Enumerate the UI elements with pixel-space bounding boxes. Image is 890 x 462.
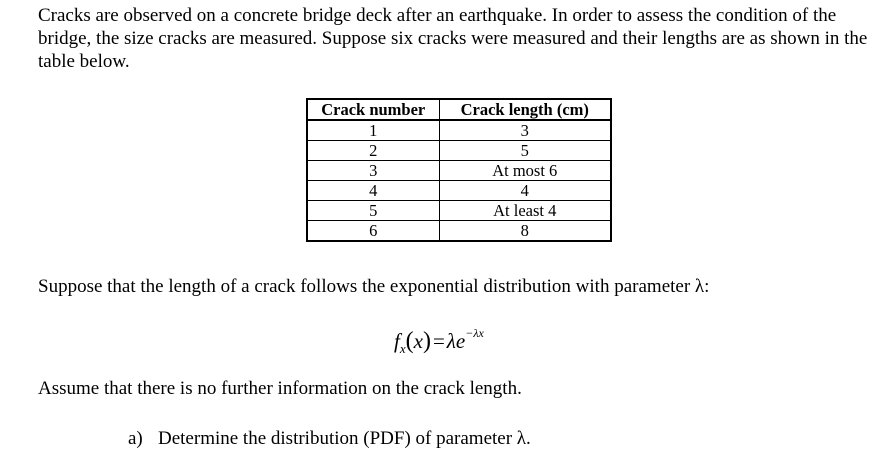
formula-close-paren: ) <box>422 328 431 354</box>
cell-crack-number: 5 <box>307 201 439 221</box>
cell-crack-length: At least 4 <box>439 201 611 221</box>
table-row <box>307 221 611 242</box>
formula-var: x <box>413 329 423 353</box>
formula-subscript: x <box>399 341 406 356</box>
formula-equals: = <box>432 329 445 353</box>
question-a <box>128 427 531 450</box>
assumption-statement: Assume that there is no further information on the crack length. <box>38 378 522 399</box>
distribution-statement: Suppose that the length of a crack follows the exponential distribution with parameter λ: <box>38 276 710 297</box>
question-label: a) <box>128 428 143 449</box>
formula-func: f <box>394 329 400 353</box>
cell-crack-number: 4 <box>307 181 439 201</box>
formula-lambda: λ <box>446 329 456 353</box>
header-crack-number: Crack number <box>307 99 439 120</box>
crack-table <box>306 98 612 242</box>
table-row <box>307 201 611 221</box>
cell-crack-number: 3 <box>307 161 439 181</box>
cell-crack-length: 5 <box>439 141 611 161</box>
intro-paragraph: Cracks are observed on a concrete bridge deck after an earthquake. In order to assess the condition of the bridge, the size cracks are measured. Suppose six cracks were measured and their lengths are as shown in the table below. <box>38 5 868 72</box>
cell-crack-length: At most 6 <box>439 161 611 181</box>
cell-crack-number: 1 <box>307 120 439 141</box>
table-row <box>307 141 611 161</box>
cell-crack-length: 4 <box>439 181 611 201</box>
cell-crack-length: 3 <box>439 120 611 141</box>
table-row <box>307 181 611 201</box>
table-header-row <box>307 99 611 120</box>
formula-base: e <box>455 329 466 353</box>
pdf-formula <box>394 320 484 362</box>
formula-exponent: −λx <box>465 326 484 340</box>
formula-open-paren: ( <box>405 328 414 354</box>
header-crack-length: Crack length (cm) <box>439 99 611 120</box>
table-row <box>307 120 611 141</box>
cell-crack-number: 2 <box>307 141 439 161</box>
cell-crack-number: 6 <box>307 221 439 242</box>
table-row <box>307 161 611 181</box>
cell-crack-length: 8 <box>439 221 611 242</box>
question-text: Determine the distribution (PDF) of parameter λ. <box>158 428 531 449</box>
